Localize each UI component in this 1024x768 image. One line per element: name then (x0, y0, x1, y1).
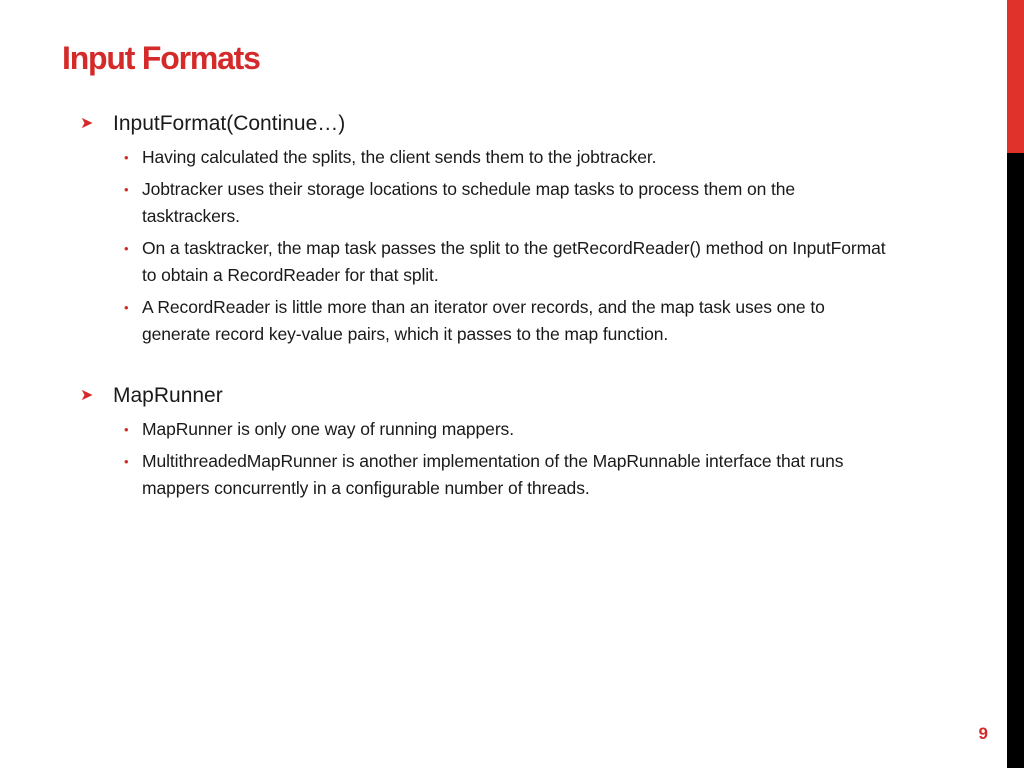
list-item-text: On a tasktracker, the map task passes the split to the getRecordReader() method on InputFormat to obtain a RecordReader for that split. (142, 238, 886, 285)
list-item-text: Having calculated the splits, the client sends them to the jobtracker. (142, 147, 657, 167)
list-item (124, 448, 900, 502)
list-item (124, 144, 900, 171)
section-heading-text: InputFormat(Continue…) (113, 112, 346, 135)
dot-bullet-icon: • (124, 454, 129, 469)
section-heading (80, 382, 900, 410)
arrow-bullet-icon: ➤ (80, 115, 94, 132)
dot-bullet-icon: • (124, 300, 129, 315)
side-bar-black-segment (1007, 153, 1024, 768)
list-item (124, 294, 900, 348)
page-number: 9 (978, 724, 988, 743)
arrow-bullet-icon: ➤ (80, 387, 94, 404)
decorative-side-bar (1007, 0, 1024, 768)
dot-bullet-icon: • (124, 422, 129, 437)
section-heading (80, 110, 900, 138)
section-maprunner (80, 382, 900, 502)
list-item-text: A RecordReader is little more than an iterator over records, and the map task uses one to generate record key-value pairs, which it passes to the map function. (142, 297, 825, 344)
list-item-text: MultithreadedMapRunner is another implementation of the MapRunnable interface that runs mappers concurrently in a configurable number of threads. (142, 451, 844, 498)
dot-bullet-icon: • (124, 241, 129, 256)
dot-bullet-icon: • (124, 182, 129, 197)
slide-content (80, 110, 900, 507)
bullet-list (80, 144, 900, 348)
list-item-text: MapRunner is only one way of running mappers. (142, 419, 514, 439)
side-bar-red-segment (1007, 0, 1024, 153)
list-item (124, 416, 900, 443)
bullet-list (80, 416, 900, 502)
list-item-text: Jobtracker uses their storage locations to schedule map tasks to process them on the tasktrackers. (142, 179, 796, 226)
section-heading-text: MapRunner (113, 384, 223, 407)
section-inputformat (80, 110, 900, 348)
list-item (124, 176, 900, 230)
slide-title: Input Formats (62, 40, 260, 76)
list-item (124, 235, 900, 289)
dot-bullet-icon: • (124, 150, 129, 165)
